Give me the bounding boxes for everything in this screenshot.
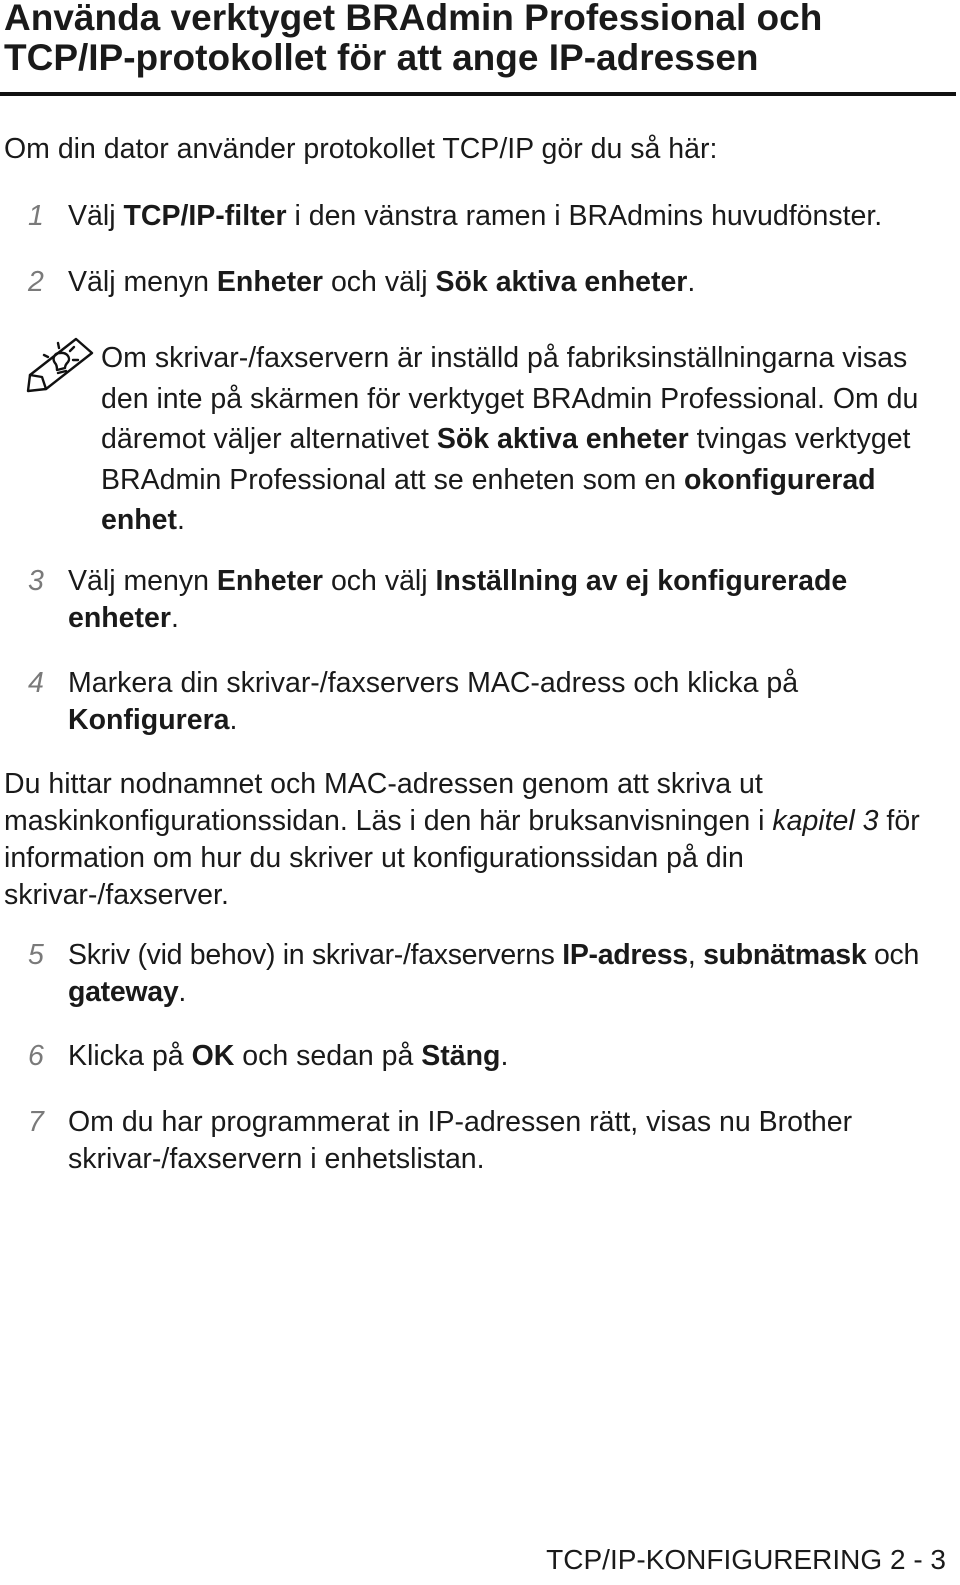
step-number: 5 bbox=[28, 939, 44, 971]
step-7-text: Om du har programmerat in IP-adressen rätt, visas nu Brother skrivar-/faxservern i enhetslistan. bbox=[68, 1106, 853, 1175]
note-pencil-icon bbox=[24, 331, 96, 395]
step-4-text: Markera din skrivar-/faxservers MAC-adress och klicka på Konfigurera. bbox=[68, 667, 799, 736]
page-title bbox=[4, 0, 944, 78]
info-paragraph: Du hittar nodnamnet och MAC-adressen genom att skriva ut maskinkonfigurationssidan. Läs i den här bruksanvisningen i kapitel 3 för information om hur du skriver ut konfigurationssidan på din skrivar-/faxserver. bbox=[4, 768, 920, 911]
step-number: 4 bbox=[28, 667, 44, 699]
page-footer: TCP/IP-KONFIGURERING 2 - 3 bbox=[546, 1544, 946, 1575]
step-number: 2 bbox=[28, 266, 44, 298]
step-5-text: Skriv (vid behov) in skrivar-/faxserverns IP-adress, subnätmask och gateway. bbox=[68, 939, 920, 1008]
page-title-line-1: Använda verktyget BRAdmin Professional och bbox=[4, 0, 823, 38]
step-number: 1 bbox=[28, 200, 44, 232]
step-number: 3 bbox=[28, 565, 44, 597]
page-title-line-2: TCP/IP-protokollet för att ange IP-adressen bbox=[4, 37, 759, 78]
intro-paragraph: Om din dator använder protokollet TCP/IP gör du så här: bbox=[4, 133, 718, 165]
step-number: 6 bbox=[28, 1040, 44, 1072]
step-6-text: Klicka på OK och sedan på Stäng. bbox=[68, 1040, 509, 1072]
step-2-text: Välj menyn Enheter och välj Sök aktiva enheter. bbox=[68, 266, 696, 298]
step-1-text: Välj TCP/IP-filter i den vänstra ramen i BRAdmins huvudfönster. bbox=[68, 200, 883, 232]
heading-rule bbox=[0, 92, 956, 96]
note-text: Om skrivar-/faxservern är inställd på fabriksinställningarna visas den inte på skärmen för verktyget BRAdmin Professional. Om du däremot väljer alternativet Sök aktiva enheter tvingas verktyget BRAdmin Professional att se enheten som en okonfigurerad enhet. bbox=[101, 342, 919, 536]
step-number: 7 bbox=[28, 1106, 44, 1138]
step-3-text: Välj menyn Enheter och välj Inställning av ej konfigurerade enheter. bbox=[68, 565, 848, 634]
